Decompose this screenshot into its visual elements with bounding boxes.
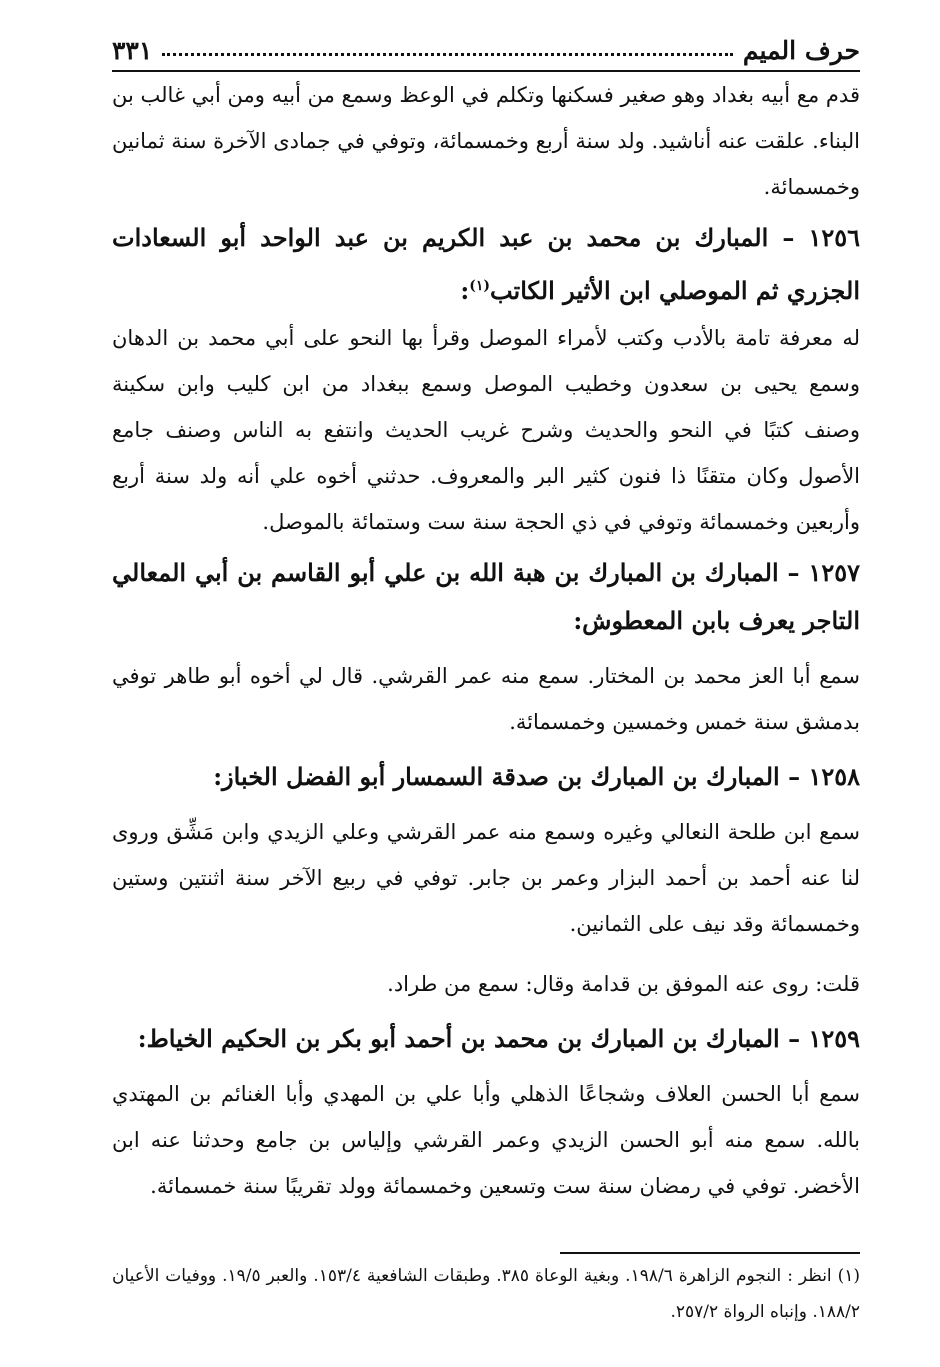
editor-note-1258: قلت: روى عنه الموفق بن قدامة وقال: سمع من طراد. [387,972,860,996]
page-header [112,30,860,70]
leader-dots [162,53,733,56]
page-number: ٣٣١ [112,35,153,65]
entry-heading-1257: ١٢٥٧ – المبارك بن المبارك بن هبة الله بن علي أبو القاسم بن أبي المعالي التاجر يعرف بابن المعطوش: [112,558,860,635]
page-body [112,72,860,1209]
running-title: حرف الميم [742,35,860,65]
entry-body-1256: له معرفة تامة بالأدب وكتب لأمراء الموصل وقرأ بها النحو على أبي محمد بن الدهان وسمع يحيى بن سعدون وخطيب الموصل وسمع ببغداد من ابن كليب وابن سكينة وصنف كتبًا في النحو والحديث وشرح غريب الحديث وانتفع به الناس وصنف جامع الأصول وكان متقنًا ذا فنون كثير البر والمعروف. حدثني أخوه علي أنه ولد سنة أربع وأربعين وخمسمائة وتوفي في ذي الحجة سنة ست وستمائة بالموصل. [112,326,860,534]
footnote: (١) انظر : النجوم الزاهرة ١٩٨/٦. وبغية الوعاة ٣٨٥. وطبقات الشافعية ١٥٣/٤. والعبر ١٩/٥. ووفيات الأعيان ١٨٨/٢. وإنباه الرواة ٢٥٧/٢. [112,1266,860,1322]
entry-heading-text: ١٢٥٦ – المبارك بن محمد بن عبد الكريم بن عبد الواحد أبو السعادات الجزري ثم الموصلي ابن الأثير الكاتب [112,223,860,305]
entry-body-1259: سمع أبا الحسن العلاف وشجاعًا الذهلي وأبا علي بن المهدي وأبا الغنائم بن المهتدي بالله. سمع منه أبو الحسن الزيدي وعمر القرشي وإلياس بن جامع وحدثنا عنه ابن الأخضر. توفي في رمضان سنة ست وتسعين وخمسمائة وولد تقريبًا سنة خمسمائة. [112,1082,860,1198]
footnote-ref: (١) [469,278,490,294]
entry-heading-1258: ١٢٥٨ – المبارك بن المبارك بن صدقة السمسار أبو الفضل الخباز: [213,762,860,791]
paragraph-continuation: قدم مع أبيه بغداد وهو صغير فسكنها وتكلم في الوعظ وسمع من أبيه ومن أبي غالب بن البناء. علقت عنه أناشيد. ولد سنة أربع وخمسمائة، وتوفي في جمادى الآخرة سنة ثمانين وخمسمائة. [112,83,860,199]
entry-body-1258: سمع ابن طلحة النعالي وغيره وسمع منه عمر القرشي وعلي الزيدي وابن مَشِّق وروى لنا عنه أحمد بن أحمد البزار وعمر بن جابر. توفي في ربيع الآخر سنة اثنتين وستين وخمسمائة وقد نيف على الثمانين. [112,820,860,936]
entry-heading-1259: ١٢٥٩ – المبارك بن المبارك بن محمد بن أحمد أبو بكر بن الحكيم الخياط: [137,1024,860,1053]
footnote-rule [560,1252,860,1254]
entry-heading-1256 [112,214,860,315]
heading-colon: : [460,276,470,305]
entry-body-1257: سمع أبا العز محمد بن المختار. سمع منه عمر القرشي. قال لي أخوه أبو طاهر توفي بدمشق سنة خمس وخمسين وخمسمائة. [112,664,860,734]
